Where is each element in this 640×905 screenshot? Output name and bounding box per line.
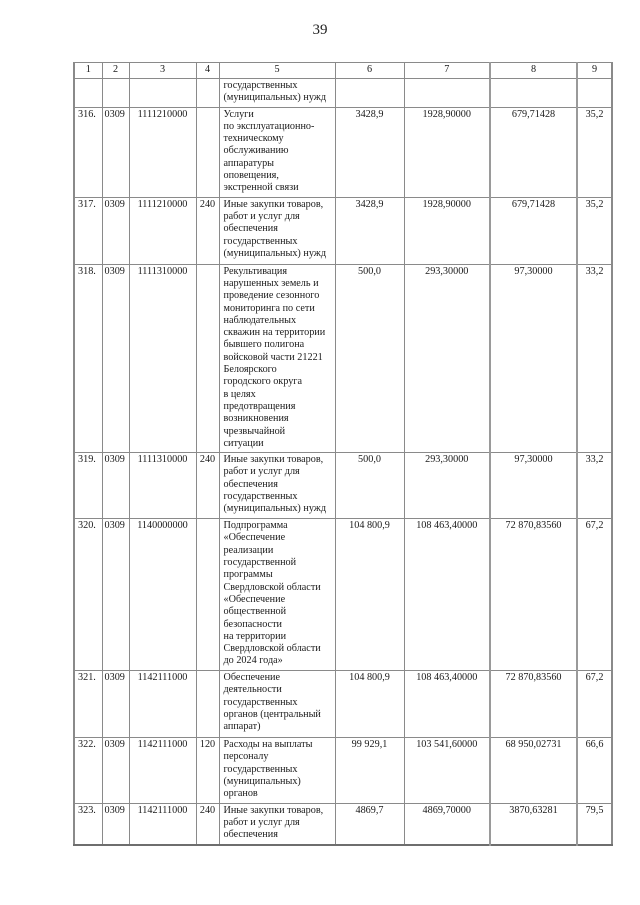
- target-code: 1140000000: [129, 519, 196, 671]
- item-name: Иные закупки товаров, работ и услуг для обеспечения государственных (муниципальных) нужд: [219, 197, 335, 264]
- executed-value: 68 950,02731: [490, 738, 577, 803]
- header-cell-5: 5: [219, 63, 335, 79]
- section-code: 0309: [102, 803, 129, 845]
- percent-value: 35,2: [577, 107, 612, 197]
- expense-type: [196, 79, 219, 108]
- target-code: 1111210000: [129, 107, 196, 197]
- target-code: 1111310000: [129, 453, 196, 519]
- row-number: 316.: [74, 107, 102, 197]
- executed-value: 97,30000: [490, 453, 577, 519]
- item-name: Подпрограмма «Обеспечение реализации государственной программы Свердловской области «Обеспечение общественной безопасности на территории Свердловской области до 2024 года»: [219, 519, 335, 671]
- refined-value: 4869,70000: [404, 803, 490, 845]
- header-cell-6: 6: [335, 63, 404, 79]
- row-number: 323.: [74, 803, 102, 845]
- header-cell-7: 7: [404, 63, 490, 79]
- section-code: 0309: [102, 738, 129, 803]
- expense-type: [196, 107, 219, 197]
- expense-type: 120: [196, 738, 219, 803]
- section-code: [102, 79, 129, 108]
- item-name: Услуги по эксплуатационно- техническому обслуживанию аппаратуры оповещения, экстренной связи: [219, 107, 335, 197]
- executed-value: 72 870,83560: [490, 671, 577, 738]
- section-code: 0309: [102, 197, 129, 264]
- page-number: 39: [312, 22, 328, 38]
- target-code: 1111310000: [129, 264, 196, 452]
- target-code: 1142111000: [129, 803, 196, 845]
- expense-type: 240: [196, 453, 219, 519]
- table-row: [74, 671, 612, 738]
- refined-value: 1928,90000: [404, 197, 490, 264]
- item-name: Рекультивация нарушенных земель и проведение сезонного мониторинга по сети наблюдательных скважин на территории бывшего полигона войсковой части 21221 Белоярского городского округа в целях предотвращения возникновения чрезвычайной ситуации: [219, 264, 335, 452]
- item-name: Иные закупки товаров, работ и услуг для обеспечения: [219, 803, 335, 845]
- percent-value: 67,2: [577, 519, 612, 671]
- section-code: 0309: [102, 264, 129, 452]
- section-code: 0309: [102, 519, 129, 671]
- refined-value: [404, 79, 490, 108]
- expense-type: [196, 264, 219, 452]
- budget-table: [73, 62, 613, 846]
- row-number: 317.: [74, 197, 102, 264]
- table-row: [74, 803, 612, 845]
- header-cell-9: 9: [577, 63, 612, 79]
- refined-value: 1928,90000: [404, 107, 490, 197]
- table-row: [74, 197, 612, 264]
- plan-value: [335, 79, 404, 108]
- table-row: [74, 738, 612, 803]
- plan-value: 4869,7: [335, 803, 404, 845]
- item-name: государственных (муниципальных) нужд: [219, 79, 335, 108]
- expense-type: [196, 671, 219, 738]
- header-cell-8: 8: [490, 63, 577, 79]
- executed-value: 3870,63281: [490, 803, 577, 845]
- header-cell-1: 1: [74, 63, 102, 79]
- section-code: 0309: [102, 671, 129, 738]
- percent-value: 35,2: [577, 197, 612, 264]
- plan-value: 104 800,9: [335, 671, 404, 738]
- target-code: 1111210000: [129, 197, 196, 264]
- refined-value: 293,30000: [404, 264, 490, 452]
- plan-value: 500,0: [335, 453, 404, 519]
- percent-value: 66,6: [577, 738, 612, 803]
- plan-value: 99 929,1: [335, 738, 404, 803]
- percent-value: [577, 79, 612, 108]
- executed-value: 72 870,83560: [490, 519, 577, 671]
- header-row: [74, 63, 612, 79]
- percent-value: 33,2: [577, 264, 612, 452]
- plan-value: 3428,9: [335, 197, 404, 264]
- plan-value: 500,0: [335, 264, 404, 452]
- table-row: [74, 519, 612, 671]
- table-row: [74, 79, 612, 108]
- executed-value: [490, 79, 577, 108]
- executed-value: 97,30000: [490, 264, 577, 452]
- section-code: 0309: [102, 453, 129, 519]
- target-code: [129, 79, 196, 108]
- expense-type: [196, 519, 219, 671]
- executed-value: 679,71428: [490, 197, 577, 264]
- expense-type: 240: [196, 803, 219, 845]
- table-row: [74, 264, 612, 452]
- section-code: 0309: [102, 107, 129, 197]
- executed-value: 679,71428: [490, 107, 577, 197]
- header-cell-3: 3: [129, 63, 196, 79]
- target-code: 1142111000: [129, 671, 196, 738]
- percent-value: 79,5: [577, 803, 612, 845]
- row-number: 318.: [74, 264, 102, 452]
- percent-value: 67,2: [577, 671, 612, 738]
- percent-value: 33,2: [577, 453, 612, 519]
- refined-value: 108 463,40000: [404, 519, 490, 671]
- row-number: 319.: [74, 453, 102, 519]
- row-number: [74, 79, 102, 108]
- target-code: 1142111000: [129, 738, 196, 803]
- item-name: Обеспечение деятельности государственных органов (центральный аппарат): [219, 671, 335, 738]
- plan-value: 3428,9: [335, 107, 404, 197]
- header-cell-4: 4: [196, 63, 219, 79]
- plan-value: 104 800,9: [335, 519, 404, 671]
- refined-value: 103 541,60000: [404, 738, 490, 803]
- refined-value: 108 463,40000: [404, 671, 490, 738]
- item-name: Иные закупки товаров, работ и услуг для обеспечения государственных (муниципальных) нужд: [219, 453, 335, 519]
- row-number: 320.: [74, 519, 102, 671]
- item-name: Расходы на выплаты персоналу государственных (муниципальных) органов: [219, 738, 335, 803]
- row-number: 322.: [74, 738, 102, 803]
- header-cell-2: 2: [102, 63, 129, 79]
- refined-value: 293,30000: [404, 453, 490, 519]
- row-number: 321.: [74, 671, 102, 738]
- expense-type: 240: [196, 197, 219, 264]
- table-row: [74, 453, 612, 519]
- table-row: [74, 107, 612, 197]
